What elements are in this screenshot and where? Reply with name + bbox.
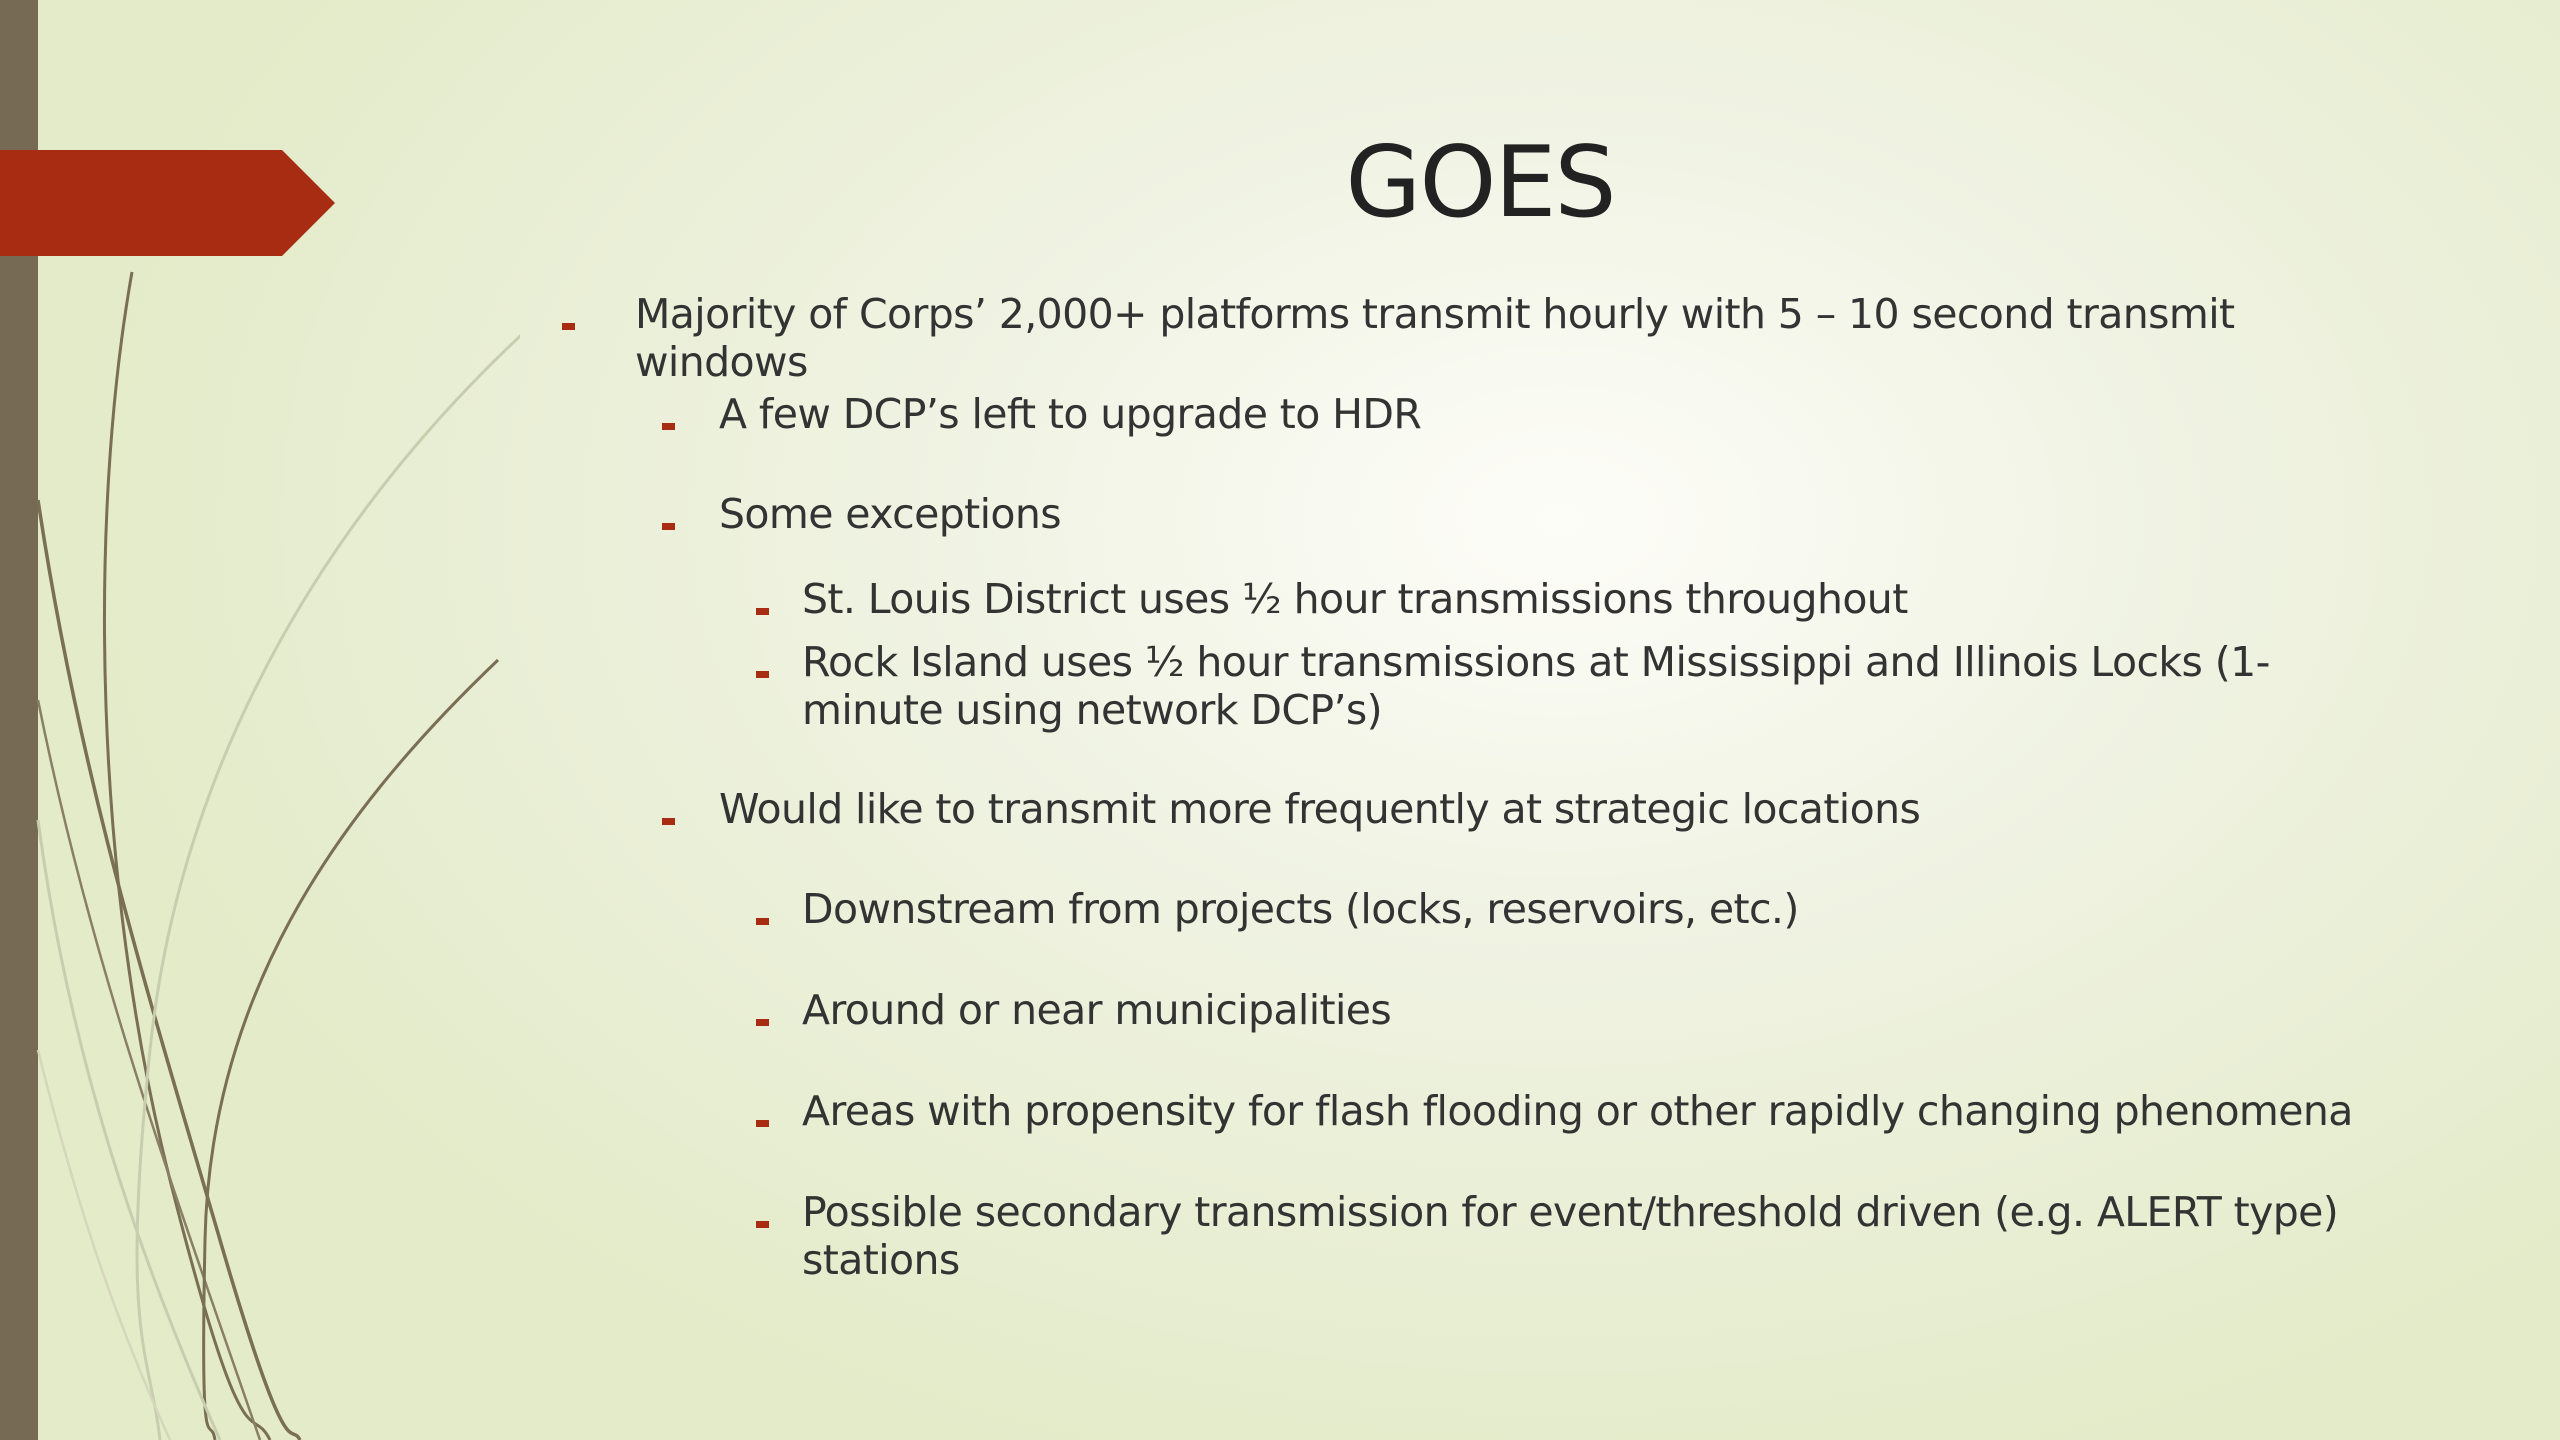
bullet-item bbox=[550, 885, 2382, 933]
bullet-marker bbox=[756, 1019, 769, 1026]
bullet-text: Downstream from projects (locks, reservoirs, etc.) bbox=[802, 885, 1799, 933]
bullet-marker bbox=[756, 671, 769, 678]
bullet-marker bbox=[662, 818, 675, 825]
bullet-marker bbox=[756, 1120, 769, 1127]
bullet-item bbox=[550, 638, 2382, 734]
bullet-marker bbox=[662, 423, 675, 430]
bullet-marker bbox=[756, 608, 769, 615]
bullet-text: Some exceptions bbox=[719, 490, 1062, 538]
bullet-marker bbox=[662, 523, 675, 530]
bullet-marker bbox=[756, 918, 769, 925]
bullet-item bbox=[550, 390, 1421, 438]
bullet-text: Would like to transmit more frequently at strategic locations bbox=[719, 785, 1921, 833]
bullet-item bbox=[550, 1087, 2382, 1135]
bullet-item bbox=[550, 575, 2382, 623]
bullet-item bbox=[550, 785, 1920, 833]
bullet-item bbox=[550, 490, 1061, 538]
bullet-text: Areas with propensity for flash flooding or other rapidly changing phenomena bbox=[802, 1087, 2353, 1135]
bullet-text: Rock Island uses ½ hour transmissions at Mississippi and Illinois Locks (1-minute using network DCP’s) bbox=[802, 638, 2270, 734]
bullet-marker bbox=[562, 323, 575, 330]
bullet-text: Majority of Corps’ 2,000+ platforms transmit hourly with 5 – 10 second transmit windows bbox=[635, 290, 2235, 386]
bullet-item bbox=[550, 1188, 2382, 1284]
slide-title: GOES bbox=[1345, 126, 1615, 240]
bullet-item bbox=[550, 986, 2382, 1034]
bullet-text: Possible secondary transmission for event/threshold driven (e.g. ALERT type) stations bbox=[802, 1188, 2339, 1284]
bullet-text: A few DCP’s left to upgrade to HDR bbox=[719, 390, 1422, 438]
bullet-text: St. Louis District uses ½ hour transmissions throughout bbox=[802, 575, 1908, 623]
bullet-marker bbox=[756, 1221, 769, 1228]
title-arrow-flag bbox=[0, 150, 335, 256]
bullet-text: Around or near municipalities bbox=[802, 986, 1392, 1034]
bullet-item bbox=[550, 290, 2400, 386]
